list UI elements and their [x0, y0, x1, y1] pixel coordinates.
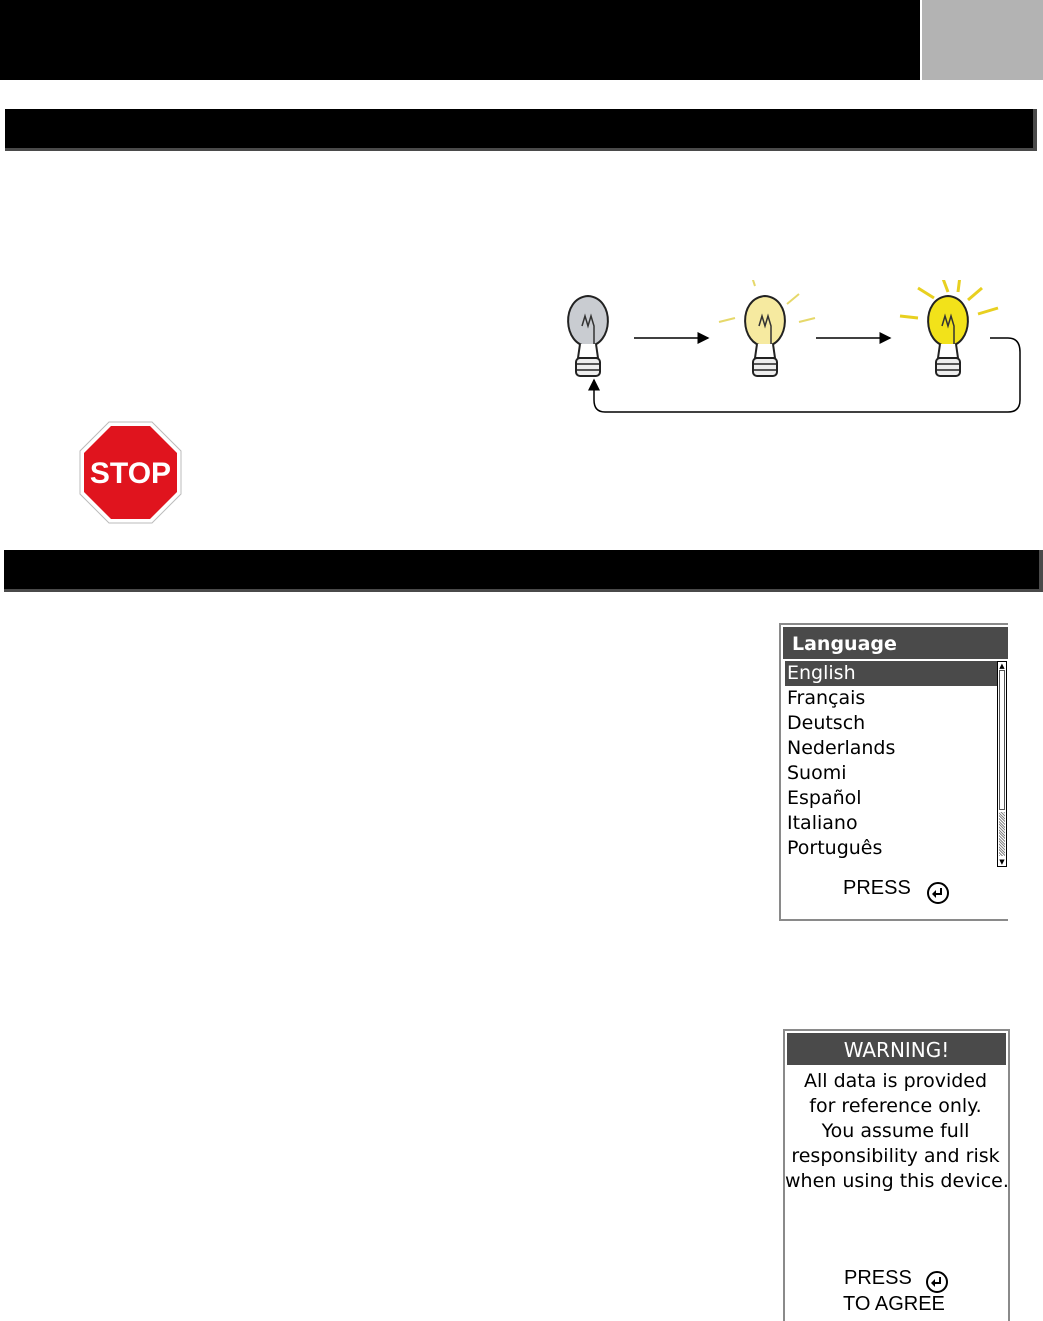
language-item-suomi[interactable]: Suomi — [787, 762, 847, 784]
language-item-deutsch[interactable]: Deutsch — [787, 712, 866, 734]
warning-screen-title: WARNING! — [787, 1033, 1006, 1065]
warning-line: responsibility and risk — [791, 1145, 1000, 1167]
language-item-nederlands[interactable]: Nederlands — [787, 737, 896, 759]
language-item-english[interactable]: English — [785, 661, 997, 686]
language-press-label: PRESS — [843, 877, 911, 899]
warning-screen — [783, 1029, 1010, 1321]
scrollbar-thumb[interactable] — [999, 670, 1005, 810]
language-item-francais[interactable]: Français — [787, 687, 866, 709]
section-bar-setup — [4, 550, 1043, 592]
header-bar — [0, 0, 920, 80]
warning-message — [785, 1069, 1009, 1194]
language-item-italiano[interactable]: Italiano — [787, 812, 858, 834]
scroll-down-icon[interactable]: ▼ — [999, 858, 1005, 866]
header-tab — [922, 0, 1043, 80]
language-screen — [779, 623, 1008, 921]
backlight-cycle-diagram — [550, 280, 1030, 420]
language-screen-title: Language — [783, 627, 1008, 659]
warning-press-label: PRESS — [844, 1267, 912, 1289]
scrollbar-track — [999, 812, 1005, 856]
bulb-bright-icon — [900, 280, 998, 376]
language-scrollbar[interactable] — [997, 661, 1007, 867]
warning-line: when using this device. — [785, 1170, 1009, 1192]
warning-agree-label: TO AGREE — [843, 1293, 945, 1315]
stop-sign-icon — [78, 420, 183, 525]
language-item-portugues[interactable]: Português — [787, 837, 883, 859]
warning-line: You assume full — [821, 1120, 970, 1142]
warning-line: for reference only. — [809, 1095, 982, 1117]
bulb-off-icon — [568, 296, 608, 376]
stop-sign-text: STOP — [89, 457, 172, 490]
warning-line: All data is provided — [803, 1070, 988, 1092]
bulb-dim-icon — [719, 280, 815, 376]
section-bar-backlight — [5, 109, 1037, 151]
enter-key-icon — [926, 1271, 948, 1293]
scroll-up-icon[interactable]: ▲ — [999, 662, 1005, 670]
language-item-espanol[interactable]: Español — [787, 787, 862, 809]
enter-key-icon — [927, 882, 949, 904]
